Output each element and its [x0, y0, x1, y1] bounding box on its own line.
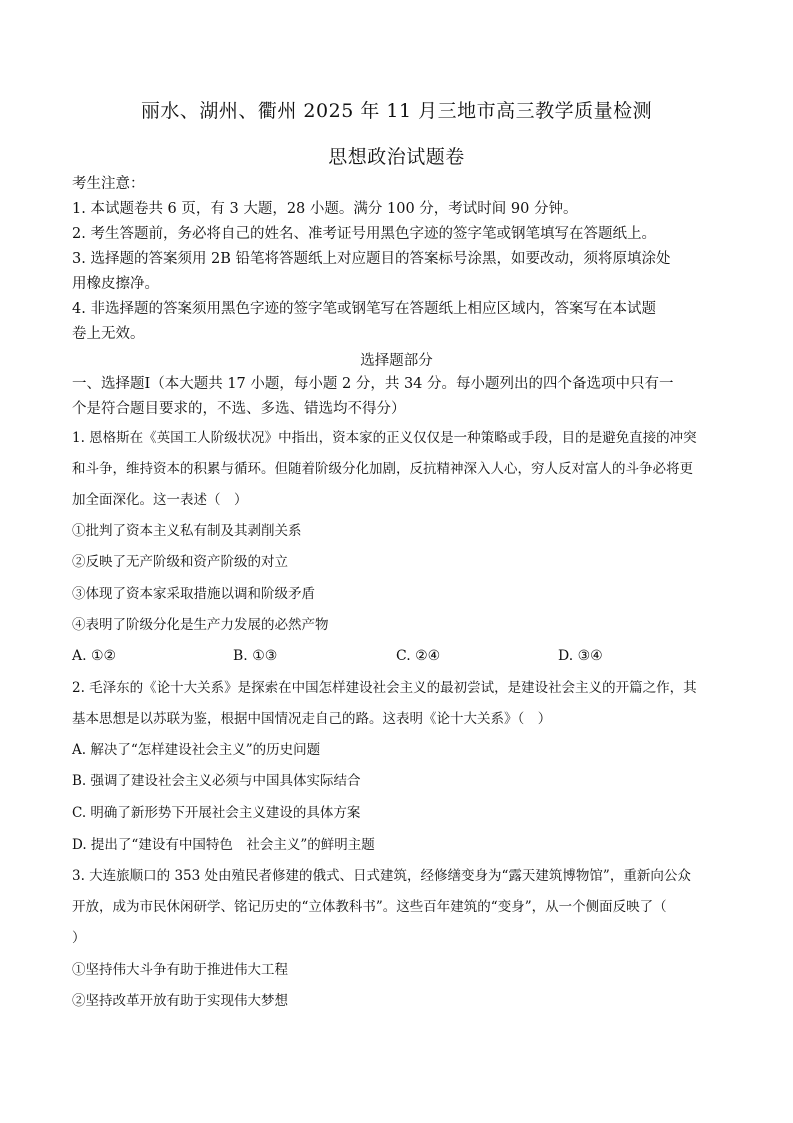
q2-stem-2: 基本思想是以苏联为鉴，根据中国情况走自己的路。这表明《论十大关系》（ ）: [72, 711, 552, 727]
q1-stem-1: 1. 恩格斯在《英国工人阶级状况》中指出，资本家的正义仅仅是一种策略或手段，目的是避免直接的冲突: [72, 430, 697, 446]
q1-statement-3: ③体现了资本家采取措施以调和阶级矛盾: [72, 586, 315, 602]
notice-line-5: 4. 非选择题的答案须用黑色字迹的签字笔或钢笔写在答题纸上相应区域内，答案写在本试题: [72, 301, 656, 317]
notice-heading: 考生注意：: [72, 176, 145, 192]
notice-line-6: 卷上无效。: [72, 326, 145, 342]
q1-option-c: C. ②④: [396, 648, 441, 664]
q1-option-a: A. ①②: [72, 648, 117, 664]
q3-stem-3: ）: [72, 930, 86, 946]
q2-option-b: B. 强调了建设社会主义必须与中国具体实际结合: [72, 773, 361, 789]
q3-statement-2: ②坚持改革开放有助于实现伟大梦想: [72, 993, 288, 1009]
q2-option-d: D. 提出了“建设有中国特色 社会主义”的鲜明主题: [72, 837, 375, 853]
q3-stem-2: 开放，成为市民休闲研学、铭记历史的“立体教科书”。这些百年建筑的“变身”，从一个侧面反映了（: [72, 899, 667, 915]
q3-stem-1: 3. 大连旅顺口的 353 处由殖民者修建的俄式、日式建筑，经修缮变身为“露天建筑博物馆”，重新向公众: [72, 868, 691, 884]
q2-option-c: C. 明确了新形势下开展社会主义建设的具体方案: [72, 805, 361, 821]
q3-statement-1: ①坚持伟大斗争有助于推进伟大工程: [72, 962, 288, 978]
exam-title: 丽水、湖州、衢州 2025 年 11 月三地市高三教学质量检测: [140, 100, 653, 122]
exam-subtitle: 思想政治试题卷: [328, 146, 465, 168]
notice-line-4: 用橡皮擦净。: [72, 276, 159, 292]
q1-statement-2: ②反映了无产阶级和资产阶级的对立: [72, 554, 288, 570]
notice-line-3: 3. 选择题的答案须用 2B 铅笔将答题纸上对应题目的答案标号涂黑，如要改动，须将原填涂处: [72, 251, 671, 267]
section-title: 选择题部分: [360, 353, 433, 369]
section-intro-1: 一、选择题Ⅰ（本大题共 17 小题，每小题 2 分，共 34 分。每小题列出的四个备选项中只有一: [72, 376, 674, 392]
q1-statement-1: ①批判了资本主义私有制及其剥削关系: [72, 523, 302, 539]
q1-option-b: B. ①③: [233, 648, 278, 664]
q1-statement-4: ④表明了阶级分化是生产力发展的必然产物: [72, 617, 329, 633]
notice-line-2: 2. 考生答题前，务必将自己的姓名、准考证号用黑色字迹的签字笔或钢笔填写在答题纸上。: [72, 226, 656, 242]
notice-line-1: 1. 本试题卷共 6 页，有 3 大题，28 小题。满分 100 分，考试时间 90 分钟。: [72, 201, 578, 217]
q2-stem-1: 2. 毛泽东的《论十大关系》是探索在中国怎样建设社会主义的最初尝试，是建设社会主义的开篇之作，其: [72, 680, 697, 696]
q1-stem-2: 和斗争，维持资本的积累与循环。但随着阶级分化加剧，反抗精神深入人心，穷人反对富人的斗争必将更: [72, 461, 693, 477]
q2-option-a: A. 解决了“怎样建设社会主义”的历史问题: [72, 742, 321, 758]
section-intro-2: 个是符合题目要求的，不选、多选、错选均不得分）: [72, 401, 406, 417]
q1-stem-3: 加全面深化。这一表述（ ）: [72, 492, 248, 508]
q1-option-d: D. ③④: [558, 648, 603, 664]
